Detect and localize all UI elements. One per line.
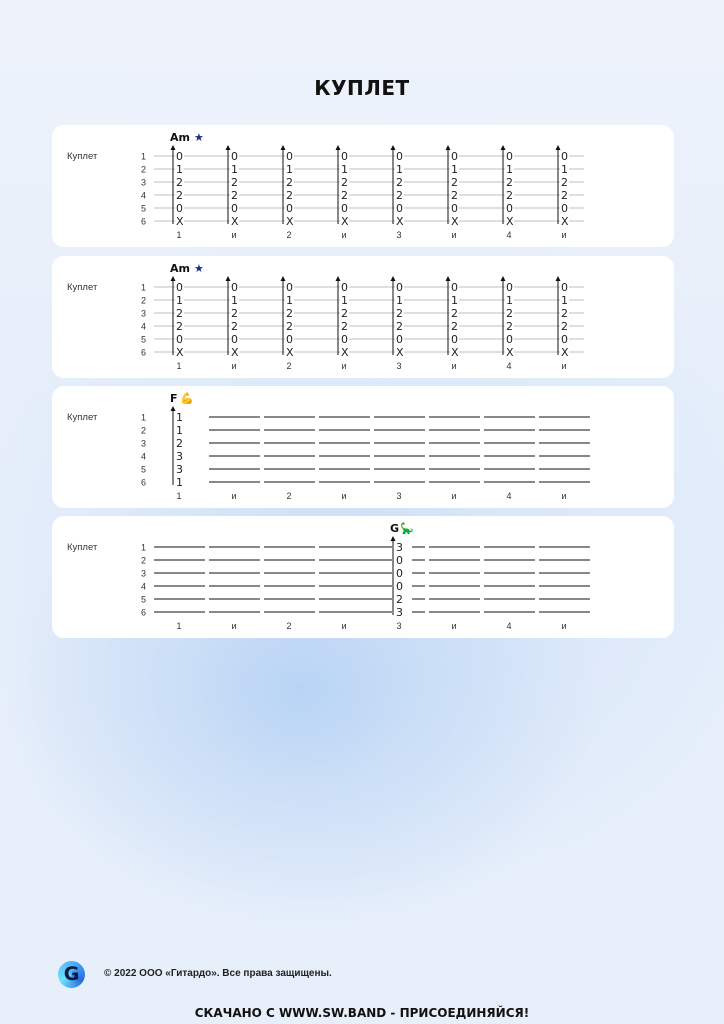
chord-symbol-icon: 🦕 [400, 522, 414, 535]
tab-staff [52, 516, 674, 638]
fret-number: 1 [506, 163, 513, 176]
fret-number: 2 [286, 189, 293, 202]
beat-label: и [561, 491, 567, 501]
fret-number: 2 [506, 307, 513, 320]
beat-label: 1 [176, 361, 182, 371]
string-number: 1 [140, 282, 146, 293]
chord-name: Am [170, 262, 190, 275]
string-number: 5 [140, 334, 146, 345]
beat-label: и [451, 361, 457, 371]
string-number: 5 [140, 594, 146, 605]
fret-number: 0 [341, 281, 348, 294]
string-number: 6 [140, 607, 146, 618]
string-number: 3 [140, 177, 146, 188]
strum-arrowhead-icon [226, 145, 231, 150]
fret-number: X [451, 346, 459, 359]
fret-number: 0 [506, 281, 513, 294]
fret-number: 3 [396, 606, 403, 619]
string-number: 5 [140, 464, 146, 475]
fret-number: X [561, 215, 569, 228]
fret-number: 1 [176, 163, 183, 176]
strum-arrowhead-icon [391, 276, 396, 281]
fret-number: 0 [561, 333, 568, 346]
fret-number: 1 [506, 294, 513, 307]
download-banner: СКАЧАНО С WWW.SW.BAND - ПРИСОЕДИНЯЙСЯ! [194, 1006, 530, 1020]
fret-number: 1 [396, 294, 403, 307]
string-number: 2 [140, 295, 146, 306]
fret-number: 2 [396, 307, 403, 320]
beat-label: 4 [506, 621, 512, 631]
fret-number: 1 [286, 294, 293, 307]
beat-label: 4 [506, 361, 512, 371]
fret-number: 0 [451, 333, 458, 346]
section-label: Куплет [67, 151, 98, 162]
fret-number: 2 [231, 320, 238, 333]
tab-card-1 [52, 125, 674, 247]
strum-arrowhead-icon [226, 276, 231, 281]
string-number: 3 [140, 308, 146, 319]
beat-label: и [451, 491, 457, 501]
beat-label: и [231, 621, 237, 631]
fret-number: 1 [341, 163, 348, 176]
fret-number: 2 [561, 320, 568, 333]
fret-number: 2 [506, 189, 513, 202]
fret-number: 2 [176, 189, 183, 202]
fret-number: 0 [231, 150, 238, 163]
string-number: 1 [140, 542, 146, 553]
fret-number: 0 [286, 281, 293, 294]
fret-number: 1 [561, 294, 568, 307]
chord-symbol-icon: 💪 [180, 392, 194, 405]
fret-number: 0 [396, 580, 403, 593]
fret-number: 2 [176, 307, 183, 320]
string-number: 3 [140, 438, 146, 449]
fret-number: X [176, 215, 184, 228]
beat-label: 1 [176, 621, 182, 631]
chord-symbol-icon: ★ [194, 262, 204, 275]
strum-arrowhead-icon [556, 145, 561, 150]
strum-arrowhead-icon [391, 145, 396, 150]
fret-number: 2 [231, 176, 238, 189]
beat-label: и [341, 361, 347, 371]
fret-number: 1 [451, 294, 458, 307]
chord-name: Am [170, 131, 190, 144]
fret-number: 1 [231, 163, 238, 176]
page-title: КУПЛЕТ [314, 76, 410, 100]
strum-arrowhead-icon [391, 536, 396, 541]
fret-number: 2 [561, 307, 568, 320]
fret-number: 2 [286, 320, 293, 333]
section-label: Куплет [67, 282, 98, 293]
fret-number: 0 [506, 202, 513, 215]
beat-label: и [231, 230, 237, 240]
fret-number: 2 [176, 176, 183, 189]
string-number: 6 [140, 477, 146, 488]
fret-number: 2 [506, 176, 513, 189]
beat-label: 1 [176, 230, 182, 240]
gitardo-logo [58, 961, 85, 988]
fret-number: 1 [176, 424, 183, 437]
chord-name: F [170, 392, 178, 405]
fret-number: X [341, 346, 349, 359]
fret-number: 1 [176, 294, 183, 307]
beat-label: 2 [286, 621, 292, 631]
fret-number: 1 [176, 411, 183, 424]
string-number: 4 [140, 190, 146, 201]
beat-label: и [561, 621, 567, 631]
fret-number: 2 [451, 189, 458, 202]
fret-number: 0 [286, 202, 293, 215]
strum-arrowhead-icon [446, 276, 451, 281]
beat-label: 3 [396, 491, 402, 501]
fret-number: 0 [176, 333, 183, 346]
fret-number: 1 [561, 163, 568, 176]
strum-arrowhead-icon [336, 145, 341, 150]
string-number: 5 [140, 203, 146, 214]
strum-arrowhead-icon [281, 276, 286, 281]
strum-arrowhead-icon [336, 276, 341, 281]
string-number: 4 [140, 321, 146, 332]
beat-label: 2 [286, 491, 292, 501]
fret-number: 0 [341, 333, 348, 346]
fret-number: X [176, 346, 184, 359]
strum-arrowhead-icon [171, 145, 176, 150]
fret-number: X [396, 346, 404, 359]
fret-number: 0 [341, 150, 348, 163]
fret-number: 3 [176, 463, 183, 476]
beat-label: и [451, 621, 457, 631]
fret-number: 2 [341, 307, 348, 320]
strum-arrowhead-icon [171, 406, 176, 411]
fret-number: 2 [176, 437, 183, 450]
logo-letter: G [63, 963, 80, 985]
fret-number: 2 [341, 320, 348, 333]
fret-number: X [231, 215, 239, 228]
fret-number: X [451, 215, 459, 228]
beat-label: 1 [176, 491, 182, 501]
string-number: 6 [140, 216, 146, 227]
fret-number: 0 [506, 150, 513, 163]
string-number: 1 [140, 151, 146, 162]
fret-number: 0 [396, 150, 403, 163]
string-number: 2 [140, 555, 146, 566]
chord-name: G [390, 522, 400, 535]
tab-staff [52, 386, 674, 508]
fret-number: 0 [451, 202, 458, 215]
fret-number: 0 [231, 281, 238, 294]
fret-number: 0 [396, 281, 403, 294]
fret-number: 0 [286, 333, 293, 346]
fret-number: 2 [451, 176, 458, 189]
beat-label: 3 [396, 230, 402, 240]
string-number: 2 [140, 164, 146, 175]
beat-label: и [231, 491, 237, 501]
fret-number: 2 [286, 307, 293, 320]
fret-number: X [286, 215, 294, 228]
fret-number: X [396, 215, 404, 228]
beat-label: и [341, 491, 347, 501]
beat-label: 4 [506, 230, 512, 240]
tab-card-4 [52, 516, 674, 638]
string-number: 4 [140, 581, 146, 592]
beat-label: и [561, 361, 567, 371]
fret-number: 0 [451, 150, 458, 163]
beat-label: 3 [396, 621, 402, 631]
fret-number: 1 [286, 163, 293, 176]
fret-number: 3 [176, 450, 183, 463]
fret-number: 0 [561, 281, 568, 294]
fret-number: 0 [176, 150, 183, 163]
string-number: 1 [140, 412, 146, 423]
string-number: 6 [140, 347, 146, 358]
strum-arrowhead-icon [446, 145, 451, 150]
beat-label: и [341, 621, 347, 631]
section-label: Куплет [67, 412, 98, 423]
beat-label: 2 [286, 230, 292, 240]
fret-number: 3 [396, 541, 403, 554]
beat-label: и [341, 230, 347, 240]
beat-label: 4 [506, 491, 512, 501]
fret-number: 2 [396, 320, 403, 333]
fret-number: X [506, 346, 514, 359]
fret-number: 0 [506, 333, 513, 346]
beat-label: и [561, 230, 567, 240]
fret-number: 0 [176, 202, 183, 215]
fret-number: X [231, 346, 239, 359]
fret-number: 2 [286, 176, 293, 189]
fret-number: 2 [451, 320, 458, 333]
fret-number: 2 [231, 189, 238, 202]
beat-label: 2 [286, 361, 292, 371]
fret-number: 0 [231, 333, 238, 346]
fret-number: 0 [396, 202, 403, 215]
strum-arrowhead-icon [501, 145, 506, 150]
fret-number: 2 [396, 176, 403, 189]
fret-number: 1 [451, 163, 458, 176]
beat-label: 3 [396, 361, 402, 371]
fret-number: X [506, 215, 514, 228]
fret-number: 2 [176, 320, 183, 333]
tab-card-3 [52, 386, 674, 508]
tab-staff [52, 256, 674, 378]
fret-number: 1 [231, 294, 238, 307]
fret-number: 1 [341, 294, 348, 307]
beat-label: и [231, 361, 237, 371]
fret-number: 2 [231, 307, 238, 320]
beat-label: и [451, 230, 457, 240]
fret-number: 0 [561, 202, 568, 215]
fret-number: 2 [341, 189, 348, 202]
strum-arrowhead-icon [171, 276, 176, 281]
fret-number: 0 [231, 202, 238, 215]
string-number: 2 [140, 425, 146, 436]
fret-number: 0 [176, 281, 183, 294]
fret-number: 2 [451, 307, 458, 320]
fret-number: 2 [396, 593, 403, 606]
fret-number: 0 [451, 281, 458, 294]
fret-number: X [286, 346, 294, 359]
fret-number: 0 [286, 150, 293, 163]
fret-number: 0 [396, 554, 403, 567]
strum-arrowhead-icon [556, 276, 561, 281]
fret-number: 2 [396, 189, 403, 202]
fret-number: 2 [561, 189, 568, 202]
fret-number: 1 [176, 476, 183, 489]
string-number: 4 [140, 451, 146, 462]
fret-number: 1 [396, 163, 403, 176]
fret-number: 2 [506, 320, 513, 333]
section-label: Куплет [67, 542, 98, 553]
fret-number: 2 [561, 176, 568, 189]
fret-number: 0 [396, 567, 403, 580]
fret-number: 2 [341, 176, 348, 189]
chord-symbol-icon: ★ [194, 131, 204, 144]
string-number: 3 [140, 568, 146, 579]
copyright-text: © 2022 ООО «Гитардо». Все права защищены. [104, 968, 332, 979]
fret-number: 0 [396, 333, 403, 346]
fret-number: X [341, 215, 349, 228]
fret-number: 0 [561, 150, 568, 163]
tab-staff [52, 125, 674, 247]
strum-arrowhead-icon [501, 276, 506, 281]
tab-card-2 [52, 256, 674, 378]
fret-number: 0 [341, 202, 348, 215]
strum-arrowhead-icon [281, 145, 286, 150]
fret-number: X [561, 346, 569, 359]
